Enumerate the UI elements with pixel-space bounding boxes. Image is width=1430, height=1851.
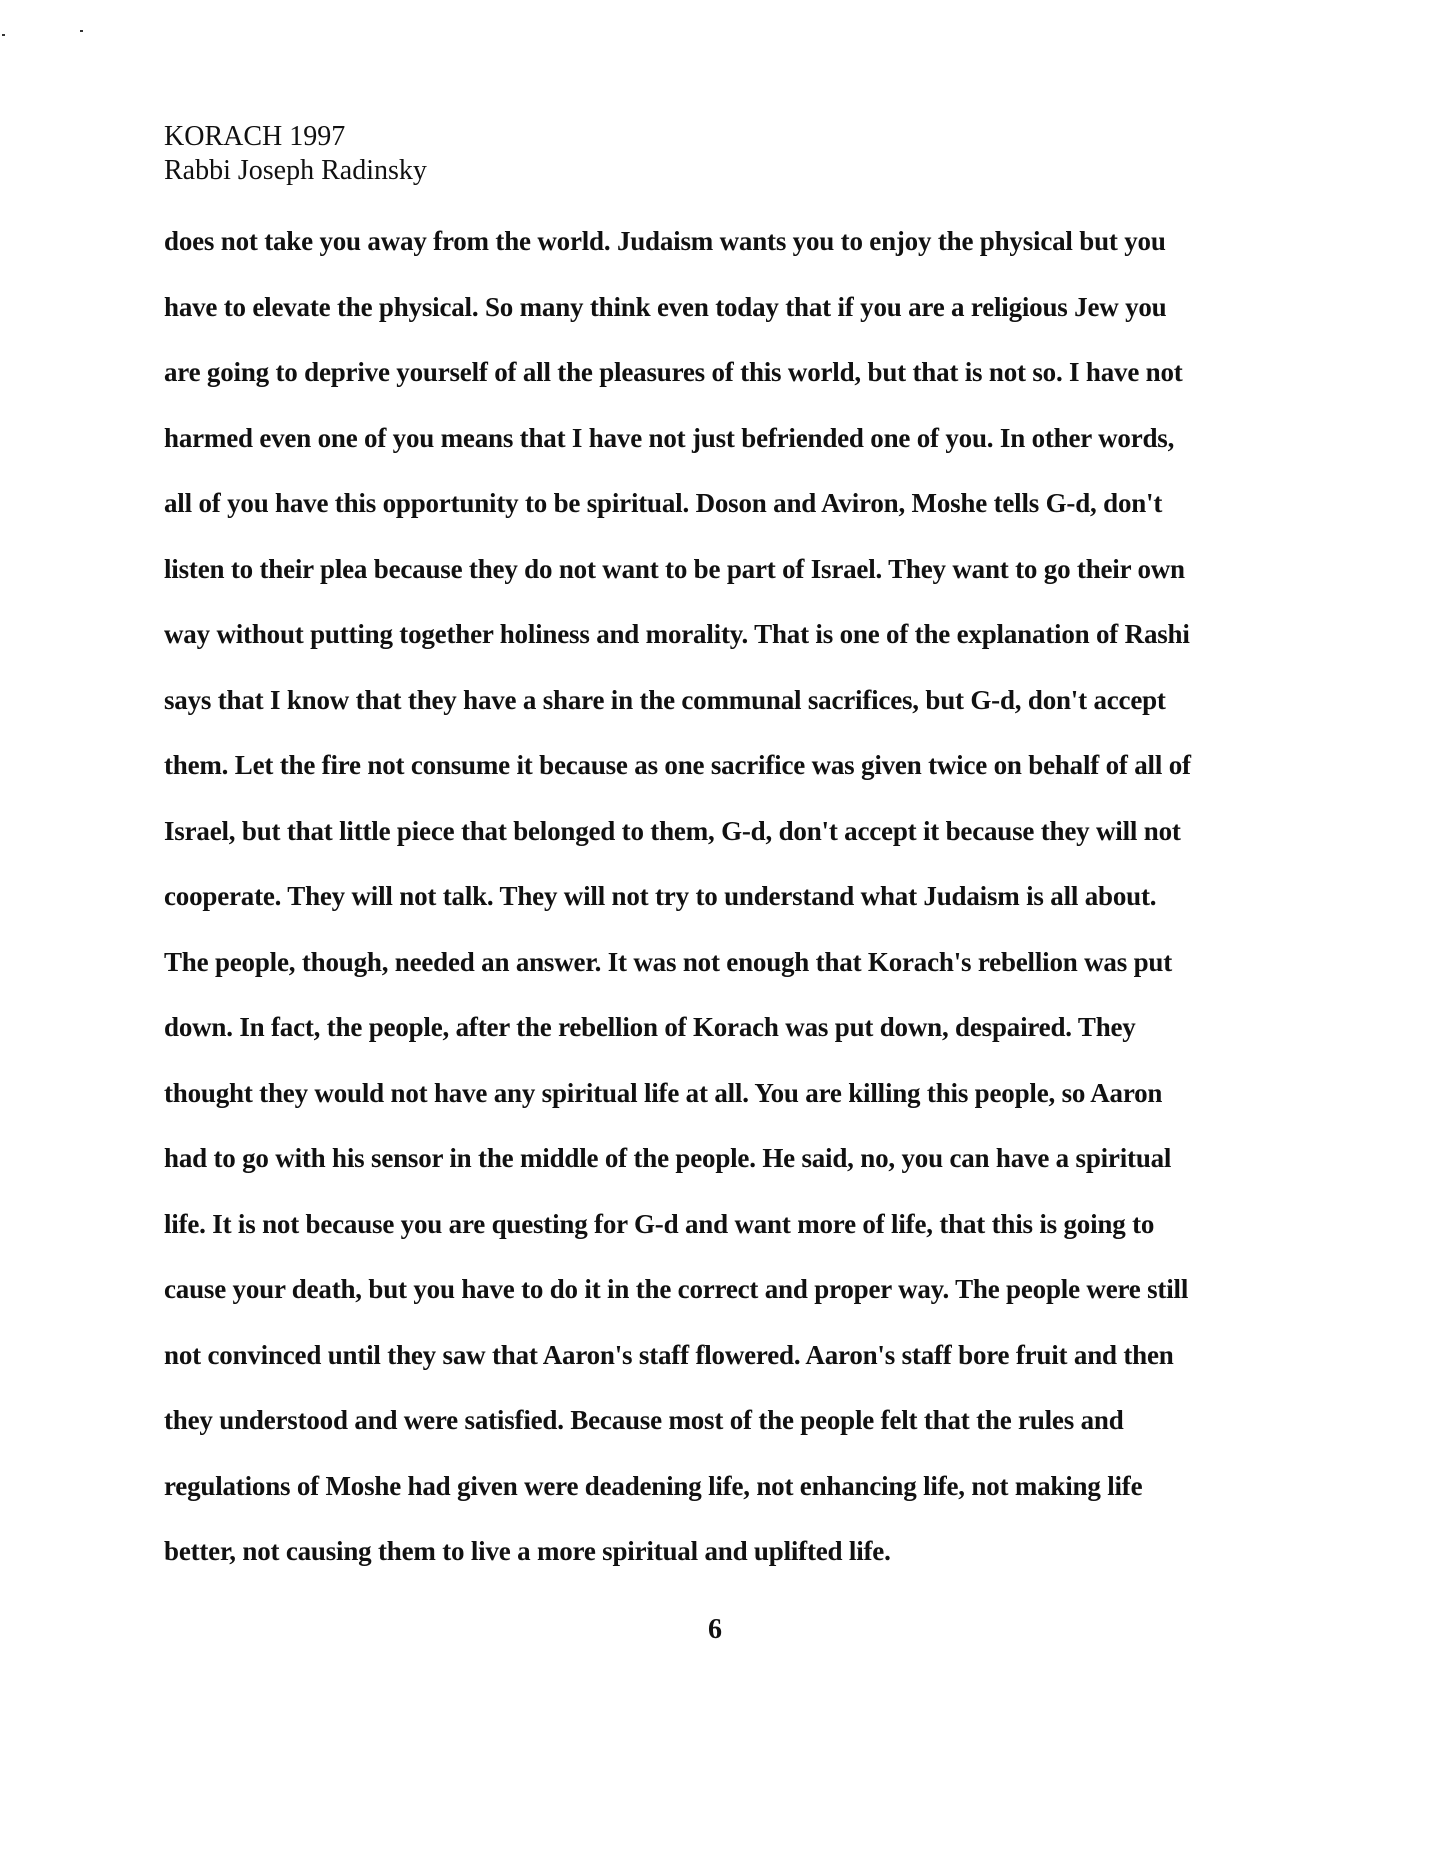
text-line: not convinced until they saw that Aaron's staff flowered. Aaron's staff bore fruit and then — [164, 1339, 1174, 1370]
document-title: KORACH 1997 — [164, 121, 346, 152]
text-line: Israel, but that little piece that belonged to them, G-d, don't accept it because they will not — [164, 815, 1181, 846]
page-number: 6 — [708, 1614, 722, 1645]
document-body — [164, 224, 1294, 1600]
text-line: they understood and were satisfied. Because most of the people felt that the rules and — [164, 1405, 1124, 1435]
text-line: them. Let the fire not consume it because as one sacrifice was given twice on behalf of all of — [164, 750, 1191, 780]
text-line: cooperate. They will not talk. They will not try to understand what Judaism is all about. — [164, 881, 1157, 911]
text-line: better, not causing them to live a more spiritual and uplifted life. — [164, 1536, 891, 1566]
text-line: does not take you away from the world. Judaism wants you to enjoy the physical but you — [164, 226, 1166, 256]
text-line: harmed even one of you means that I have not just befriended one of you. In other words, — [164, 422, 1175, 453]
text-line: says that I know that they have a share in the communal sacrifices, but G-d, don't accept — [164, 684, 1166, 715]
text-line: all of you have this opportunity to be spiritual. Doson and Aviron, Moshe tells G-d, don't — [164, 488, 1163, 518]
scan-speck — [2, 34, 5, 36]
text-line: way without putting together holiness and morality. That is one of the explanation of Rashi — [164, 619, 1190, 649]
text-line: listen to their plea because they do not want to be part of Israel. They want to go their own — [164, 553, 1185, 584]
text-line: are going to deprive yourself of all the pleasures of this world, but that is not so. I have not — [164, 357, 1183, 387]
text-line: down. In fact, the people, after the rebellion of Korach was put down, despaired. They — [164, 1012, 1136, 1042]
text-line: had to go with his sensor in the middle of the people. He said, no, you can have a spiritual — [164, 1143, 1172, 1173]
text-line: thought they would not have any spiritual life at all. You are killing this people, so Aaron — [164, 1077, 1163, 1108]
document-header — [164, 120, 427, 188]
text-line: The people, though, needed an answer. It was not enough that Korach's rebellion was put — [164, 946, 1172, 977]
text-line: have to elevate the physical. So many think even today that if you are a religious Jew you — [164, 291, 1167, 322]
text-line: life. It is not because you are questing for G-d and want more of life, that this is going to — [164, 1208, 1155, 1239]
text-line: cause your death, but you have to do it in the correct and proper way. The people were still — [164, 1274, 1189, 1304]
document-author: Rabbi Joseph Radinsky — [164, 155, 427, 186]
scan-speck — [80, 30, 83, 32]
text-line: regulations of Moshe had given were deadening life, not enhancing life, not making life — [164, 1470, 1143, 1501]
